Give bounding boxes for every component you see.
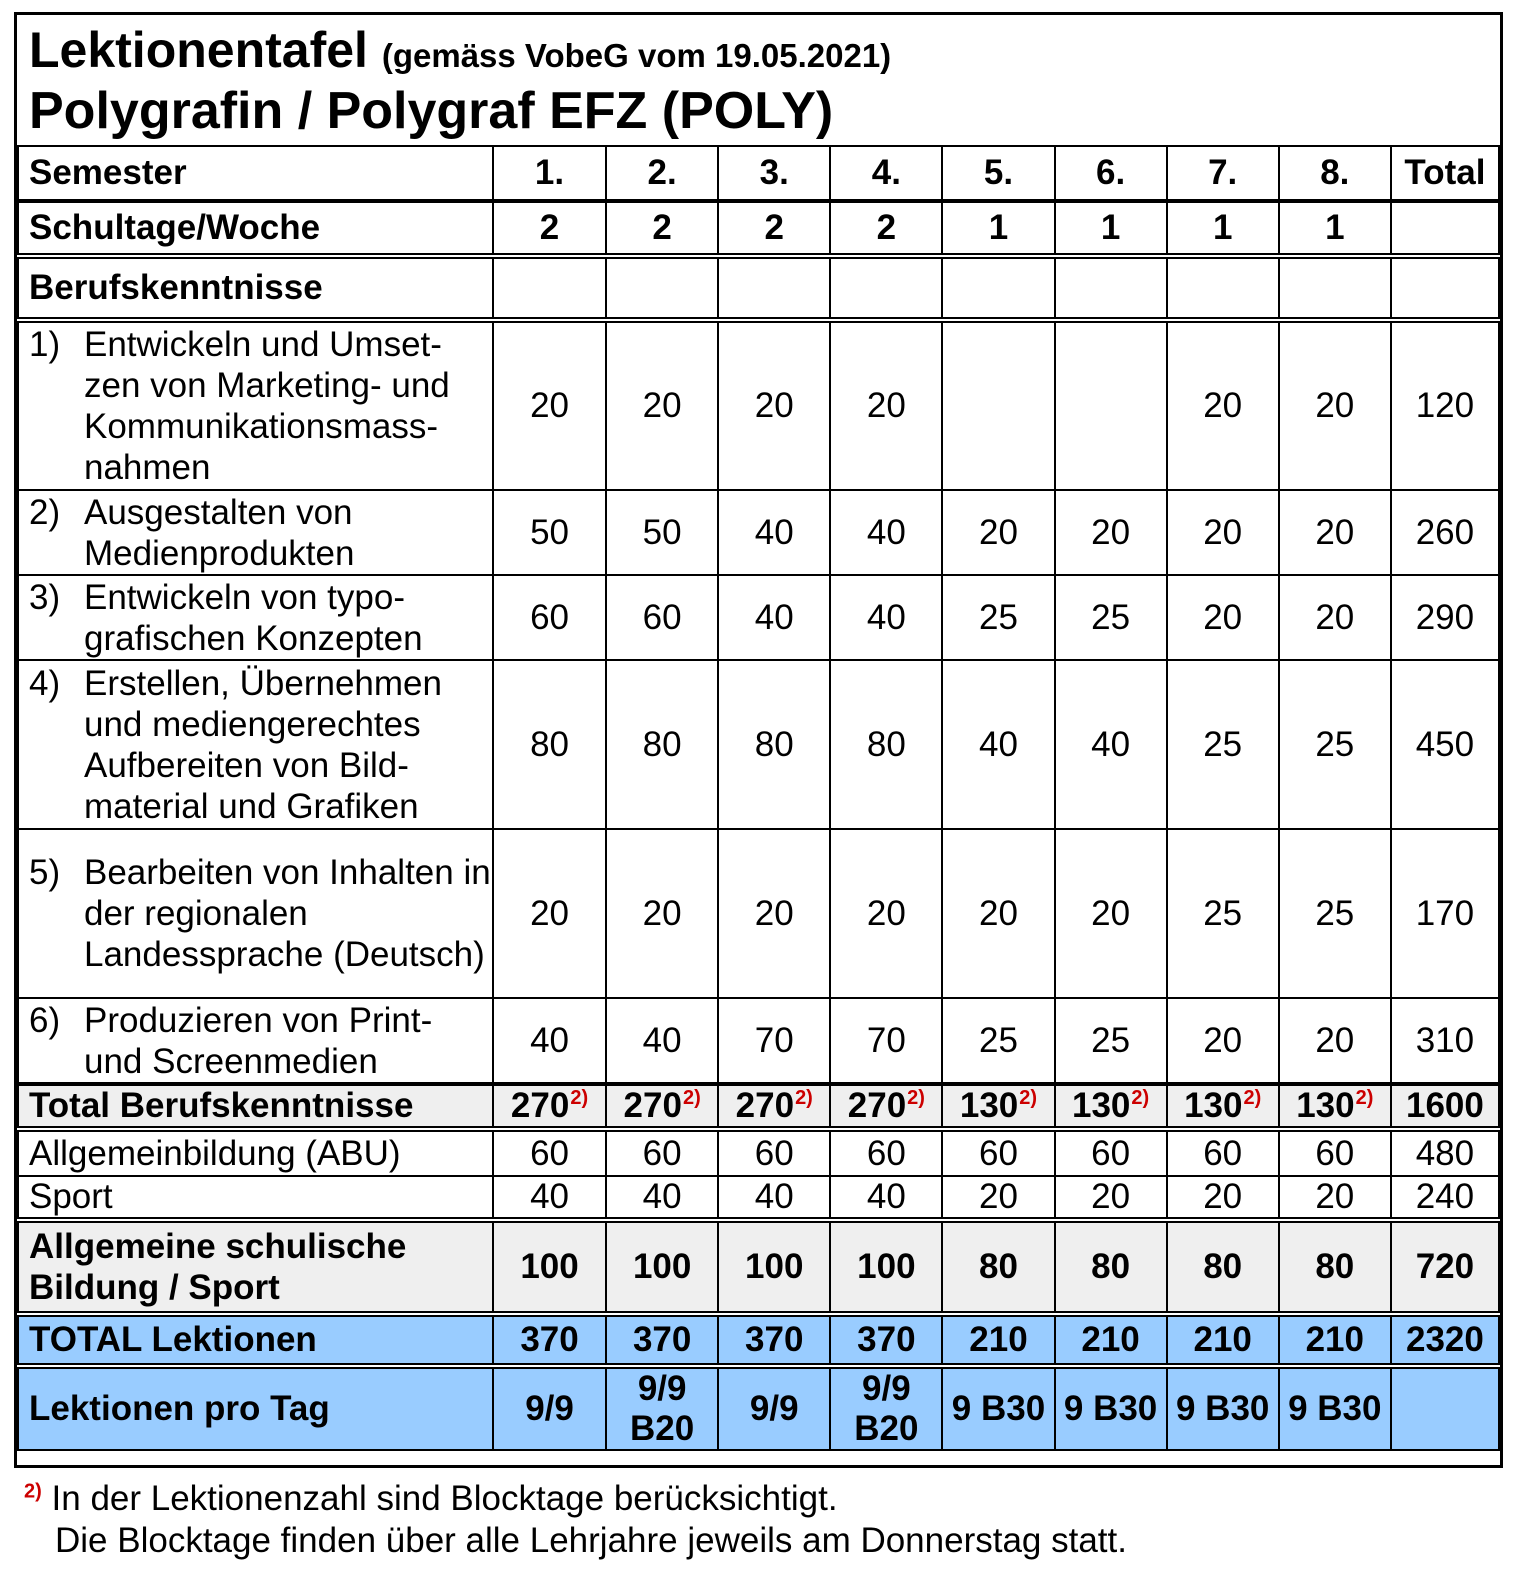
abu-value: 60 <box>606 1129 718 1176</box>
allgemein-value: 80 <box>1055 1220 1167 1314</box>
course-value: 40 <box>830 575 942 660</box>
course-value: 25 <box>1055 998 1167 1084</box>
abu-value: 60 <box>1279 1129 1391 1176</box>
abu-value: 60 <box>493 1129 606 1176</box>
course-value <box>1055 320 1167 490</box>
course-number: 4) <box>29 663 61 703</box>
section-label: Berufskenntnisse <box>18 256 493 320</box>
allgemein-label <box>18 1220 493 1314</box>
footnote-ref: 2) <box>1131 1087 1150 1110</box>
course-row <box>18 575 1499 660</box>
pro-tag-value: 9/9 B20 <box>830 1366 942 1450</box>
total-berufskenntnisse-value: 270 <box>510 1086 570 1125</box>
course-row <box>18 490 1499 575</box>
course-label: Bearbeiten von Inhalten in der regionalen Landessprache (Deutsch) <box>84 853 491 974</box>
course-number: 5) <box>29 853 61 892</box>
abu-value: 60 <box>718 1129 830 1176</box>
course-label-cell <box>18 660 493 829</box>
allgemein-value: 100 <box>718 1220 830 1314</box>
course-value: 40 <box>493 998 606 1084</box>
footnote-mark: 2) <box>24 1480 42 1503</box>
course-total: 120 <box>1391 320 1499 490</box>
footnote-ref: 2) <box>795 1087 813 1110</box>
pro-tag-row <box>18 1366 1499 1450</box>
footnote <box>24 1478 1127 1562</box>
course-value: 20 <box>1167 490 1279 575</box>
total-berufskenntnisse-row <box>18 1084 1499 1129</box>
pro-tag-label: Lektionen pro Tag <box>18 1366 493 1450</box>
course-total: 170 <box>1391 829 1499 998</box>
course-value: 25 <box>1167 660 1279 829</box>
course-value: 20 <box>606 320 718 490</box>
section-empty-cell <box>1055 256 1167 320</box>
schooldays-value: 2 <box>606 201 718 256</box>
course-row <box>18 829 1499 998</box>
sport-total: 240 <box>1391 1176 1499 1220</box>
sport-value: 20 <box>1167 1176 1279 1220</box>
course-value: 20 <box>1055 490 1167 575</box>
course-value: 25 <box>1279 660 1391 829</box>
abu-total: 480 <box>1391 1129 1499 1176</box>
section-empty-cell <box>606 256 718 320</box>
section-row <box>18 256 1499 320</box>
course-value: 20 <box>1279 575 1391 660</box>
semester-7: 7. <box>1167 146 1279 201</box>
footnote-line-1: In der Lektionenzahl sind Blocktage berücksichtigt. <box>51 1479 838 1518</box>
pro-tag-value: 9/9 B20 <box>606 1366 718 1450</box>
schooldays-value: 1 <box>1279 201 1391 256</box>
allgemein-label-line2: Bildung / Sport <box>29 1268 280 1307</box>
course-number: 2) <box>29 492 61 532</box>
abu-value: 60 <box>942 1129 1054 1176</box>
sport-value: 40 <box>830 1176 942 1220</box>
schooldays-value: 2 <box>493 201 606 256</box>
total-berufskenntnisse-value: 130 <box>959 1086 1019 1125</box>
course-value: 20 <box>1167 998 1279 1084</box>
total-berufskenntnisse-total: 1600 <box>1391 1084 1499 1129</box>
total-lektionen-value: 210 <box>1279 1314 1391 1366</box>
total-berufskenntnisse-cell <box>1055 1084 1167 1129</box>
course-value: 20 <box>1279 320 1391 490</box>
pro-tag-value: 9 B30 <box>942 1366 1054 1450</box>
sport-value: 20 <box>1055 1176 1167 1220</box>
semester-5: 5. <box>942 146 1054 201</box>
sport-row <box>18 1176 1499 1220</box>
course-number: 6) <box>29 1000 61 1040</box>
course-value: 50 <box>493 490 606 575</box>
schooldays-label: Schultage/Woche <box>18 201 493 256</box>
lesson-table <box>17 145 1500 1451</box>
course-value: 80 <box>718 660 830 829</box>
abu-label: Allgemeinbildung (ABU) <box>18 1129 493 1176</box>
course-number: 1) <box>29 325 61 364</box>
allgemein-value: 100 <box>830 1220 942 1314</box>
total-berufskenntnisse-cell <box>718 1084 830 1129</box>
title-main: Lektionentafel <box>29 22 368 78</box>
total-lektionen-value: 370 <box>830 1314 942 1366</box>
footnote-ref: 2) <box>570 1087 589 1110</box>
total-berufskenntnisse-value: 130 <box>1184 1086 1243 1125</box>
total-berufskenntnisse-cell <box>493 1084 606 1129</box>
course-value: 80 <box>830 660 942 829</box>
course-value: 70 <box>718 998 830 1084</box>
semester-3: 3. <box>718 146 830 201</box>
course-value: 20 <box>1167 575 1279 660</box>
course-value: 20 <box>830 829 942 998</box>
course-value: 20 <box>830 320 942 490</box>
course-value: 70 <box>830 998 942 1084</box>
total-berufskenntnisse-value: 270 <box>847 1086 907 1125</box>
allgemein-value: 100 <box>606 1220 718 1314</box>
course-label: Entwickeln von typo-grafischen Konzepten <box>84 577 423 658</box>
schooldays-value: 1 <box>942 201 1054 256</box>
course-total: 310 <box>1391 998 1499 1084</box>
course-value <box>942 320 1054 490</box>
course-value: 25 <box>1055 575 1167 660</box>
course-row <box>18 660 1499 829</box>
footnote-ref: 2) <box>1019 1087 1038 1110</box>
total-lektionen-value: 210 <box>942 1314 1054 1366</box>
course-label: Produzieren von Print- und Screenmedien <box>84 1000 433 1081</box>
course-total: 450 <box>1391 660 1499 829</box>
course-value: 25 <box>942 575 1054 660</box>
course-label: Erstellen, Übernehmen und mediengerechtes Aufbereiten von Bild-material und Grafiken <box>84 663 442 826</box>
pro-tag-value: 9/9 <box>718 1366 830 1450</box>
course-row <box>18 998 1499 1084</box>
footnote-ref: 2) <box>1243 1087 1262 1110</box>
abu-value: 60 <box>830 1129 942 1176</box>
course-value: 25 <box>1279 829 1391 998</box>
course-value: 50 <box>606 490 718 575</box>
course-label-cell <box>18 829 493 998</box>
sport-value: 20 <box>1279 1176 1391 1220</box>
page-title <box>29 21 891 85</box>
total-lektionen-value: 210 <box>1167 1314 1279 1366</box>
section-empty-cell <box>1167 256 1279 320</box>
allgemein-total: 720 <box>1391 1220 1499 1314</box>
sport-value: 40 <box>718 1176 830 1220</box>
pro-tag-value: 9 B30 <box>1279 1366 1391 1450</box>
total-lektionen-value: 370 <box>493 1314 606 1366</box>
course-value: 20 <box>1279 998 1391 1084</box>
section-empty-cell <box>493 256 606 320</box>
total-berufskenntnisse-cell <box>1167 1084 1279 1129</box>
course-value: 20 <box>718 829 830 998</box>
footnote-ref: 2) <box>1355 1087 1374 1110</box>
profession-title: Polygrafin / Polygraf EFZ (POLY) <box>29 82 834 140</box>
schooldays-value: 1 <box>1167 201 1279 256</box>
abu-value: 60 <box>1055 1129 1167 1176</box>
title-subtitle: (gemäss VobeG vom 19.05.2021) <box>381 37 892 74</box>
total-lektionen-label: TOTAL Lektionen <box>18 1314 493 1366</box>
course-value: 25 <box>942 998 1054 1084</box>
sport-value: 20 <box>942 1176 1054 1220</box>
course-value: 20 <box>718 320 830 490</box>
total-berufskenntnisse-value: 130 <box>1071 1086 1131 1125</box>
footnote-ref: 2) <box>907 1087 925 1110</box>
footnote-line-2: Die Blocktage finden über alle Lehrjahre jeweils am Donnerstag statt. <box>55 1521 1127 1560</box>
course-value: 20 <box>493 829 606 998</box>
course-value: 40 <box>718 490 830 575</box>
allgemein-value: 80 <box>942 1220 1054 1314</box>
total-lektionen-value: 370 <box>718 1314 830 1366</box>
schooldays-value: 2 <box>830 201 942 256</box>
total-berufskenntnisse-value: 130 <box>1296 1086 1355 1125</box>
allgemein-label-line1: Allgemeine schulische <box>29 1227 407 1266</box>
allgemein-row <box>18 1220 1499 1314</box>
schooldays-value: 2 <box>718 201 830 256</box>
total-lektionen-row <box>18 1314 1499 1366</box>
semester-1: 1. <box>493 146 606 201</box>
course-value: 40 <box>942 660 1054 829</box>
course-label-cell <box>18 320 493 490</box>
total-header: Total <box>1391 146 1499 201</box>
total-berufskenntnisse-value: 270 <box>623 1086 682 1125</box>
course-value: 40 <box>1055 660 1167 829</box>
course-row <box>18 320 1499 490</box>
semester-4: 4. <box>830 146 942 201</box>
course-value: 20 <box>493 320 606 490</box>
pro-tag-total <box>1391 1366 1499 1450</box>
lesson-table-frame <box>14 12 1503 1468</box>
title-area <box>17 15 1500 145</box>
allgemein-value: 80 <box>1167 1220 1279 1314</box>
course-value: 25 <box>1167 829 1279 998</box>
sport-label: Sport <box>18 1176 493 1220</box>
course-number: 3) <box>29 577 61 617</box>
total-lektionen-value: 370 <box>606 1314 718 1366</box>
section-empty-cell <box>942 256 1054 320</box>
course-value: 40 <box>606 998 718 1084</box>
sport-value: 40 <box>606 1176 718 1220</box>
total-berufskenntnisse-label: Total Berufskenntnisse <box>18 1084 493 1129</box>
section-empty-cell <box>718 256 830 320</box>
semester-row <box>18 146 1499 201</box>
course-value: 40 <box>718 575 830 660</box>
sport-value: 40 <box>493 1176 606 1220</box>
schooldays-row <box>18 201 1499 256</box>
total-berufskenntnisse-cell <box>1279 1084 1391 1129</box>
section-empty-cell <box>1279 256 1391 320</box>
semester-label: Semester <box>18 146 493 201</box>
course-value: 20 <box>942 490 1054 575</box>
semester-8: 8. <box>1279 146 1391 201</box>
course-label-cell <box>18 998 493 1084</box>
pro-tag-value: 9/9 <box>493 1366 606 1450</box>
pro-tag-value: 9 B30 <box>1055 1366 1167 1450</box>
course-label-cell <box>18 575 493 660</box>
total-berufskenntnisse-cell <box>942 1084 1054 1129</box>
course-value: 20 <box>942 829 1054 998</box>
course-value: 60 <box>606 575 718 660</box>
allgemein-value: 80 <box>1279 1220 1391 1314</box>
section-empty-cell <box>1391 256 1499 320</box>
course-value: 40 <box>830 490 942 575</box>
allgemein-value: 100 <box>493 1220 606 1314</box>
course-label-cell <box>18 490 493 575</box>
course-value: 20 <box>606 829 718 998</box>
pro-tag-value: 9 B30 <box>1167 1366 1279 1450</box>
course-value: 80 <box>493 660 606 829</box>
schooldays-value: 1 <box>1055 201 1167 256</box>
course-label: Ausgestalten von Medienprodukten <box>84 492 355 573</box>
total-berufskenntnisse-cell <box>606 1084 718 1129</box>
total-lektionen-total: 2320 <box>1391 1314 1499 1366</box>
semester-6: 6. <box>1055 146 1167 201</box>
total-berufskenntnisse-cell <box>830 1084 942 1129</box>
course-value: 80 <box>606 660 718 829</box>
course-value: 20 <box>1279 490 1391 575</box>
semester-2: 2. <box>606 146 718 201</box>
footnote-ref: 2) <box>682 1087 701 1110</box>
course-total: 290 <box>1391 575 1499 660</box>
abu-value: 60 <box>1167 1129 1279 1176</box>
abu-row <box>18 1129 1499 1176</box>
course-value: 20 <box>1055 829 1167 998</box>
total-berufskenntnisse-value: 270 <box>735 1086 795 1125</box>
course-total: 260 <box>1391 490 1499 575</box>
schooldays-total <box>1391 201 1499 256</box>
course-value: 20 <box>1167 320 1279 490</box>
course-label: Entwickeln und Umset-zen von Marketing- und Kommunikationsmass-nahmen <box>84 325 450 487</box>
total-lektionen-value: 210 <box>1055 1314 1167 1366</box>
course-value: 60 <box>493 575 606 660</box>
section-empty-cell <box>830 256 942 320</box>
